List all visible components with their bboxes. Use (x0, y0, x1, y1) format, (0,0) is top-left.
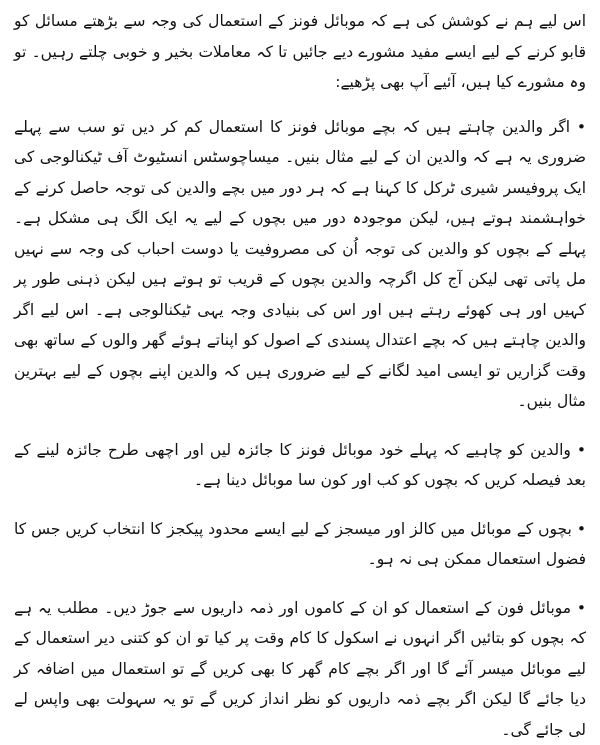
bullet-paragraph-3: • بچوں کے موبائل میں کالز اور میسجز کے لیے ایسے محدود پیکجز کا انتخاب کریں جس کا فضول استعمال ممکن ہی نہ ہو۔ (14, 514, 586, 575)
bullet-paragraph-2: • والدین کو چاہیے کہ پہلے خود موبائل فونز کا جائزہ لیں اور اچھی طرح جائزہ لینے کے بعد فیصلہ کریں کہ بچوں کو کب اور کون سا موبائل دینا ہے۔ (14, 435, 586, 496)
bullet-paragraph-4: • موبائل فون کے استعمال کو ان کے کاموں اور ذمہ داریوں سے جوڑ دیں۔ مطلب یہ ہے کہ بچوں کو بتائیں اگر انہوں نے اسکول کا کام وقت پر کیا تو ان کو کتنی دیر استعمال کے لیے موبائل میسر آئے گا اور اگر بچے کام گھر کا بھی کریں گے تو استعمال میں اضافہ کر دیا جائے گا لیکن اگر بچے ذمہ داریوں کو نظر انداز کریں گے تو یہ سہولت بھی واپس لے لی جائے گی۔ (14, 593, 586, 745)
intro-paragraph: اس لیے ہم نے کوشش کی ہے کہ موبائل فونز کے استعمال کی وجہ سے بڑھتے مسائل کو قابو کرنے کے لیے ایسے مفید مشورے دیے جائیں تا کہ معاملات بخیر و خوبی چلتے رہیں۔ تو وہ مشورے کیا ہیں، آئیے آپ بھی پڑھیے: (14, 6, 586, 98)
bullet-paragraph-1: • اگر والدین چاہتے ہیں کہ بچے موبائل فونز کا استعمال کم کر دیں تو سب سے پہلے ضروری یہ ہے کہ والدین ان کے لیے مثال بنیں۔ میساچوسٹس انسٹیوٹ آف ٹیکنالوجی کی ایک پروفیسر شیری ٹرکل کا کہنا ہے کہ ہر دور میں بچے والدین کی توجہ حاصل کرنے کے خواہشمند ہوتے ہیں، لیکن موجودہ دور میں بچوں کے لیے یہ ایک الگ ہی مشکل ہے۔ پہلے کے بچوں کو والدین کی توجہ اُن کی مصروفیت یا دوست احباب کی وجہ سے نہیں مل پاتی تھی لیکن آج کل اگرچہ والدین بچوں کے قریب تو ہوتے ہیں لیکن ذہنی طور پر کہیں اور ہی کھوئے رہتے ہیں اور اس کی بنیادی وجہ یہی ٹیکنالوجی ہے۔ اس لیے اگر والدین چاہتے ہیں کہ بچے اعتدال پسندی کے اصول کو اپناتے ہوئے گھر والوں کے ساتھ بھی وقت گزاریں تو ایسی امید لگانے کے لیے ضروری ہیں کہ والدین اپنے بچوں کے لیے بہترین مثال بنیں۔ (14, 112, 586, 417)
